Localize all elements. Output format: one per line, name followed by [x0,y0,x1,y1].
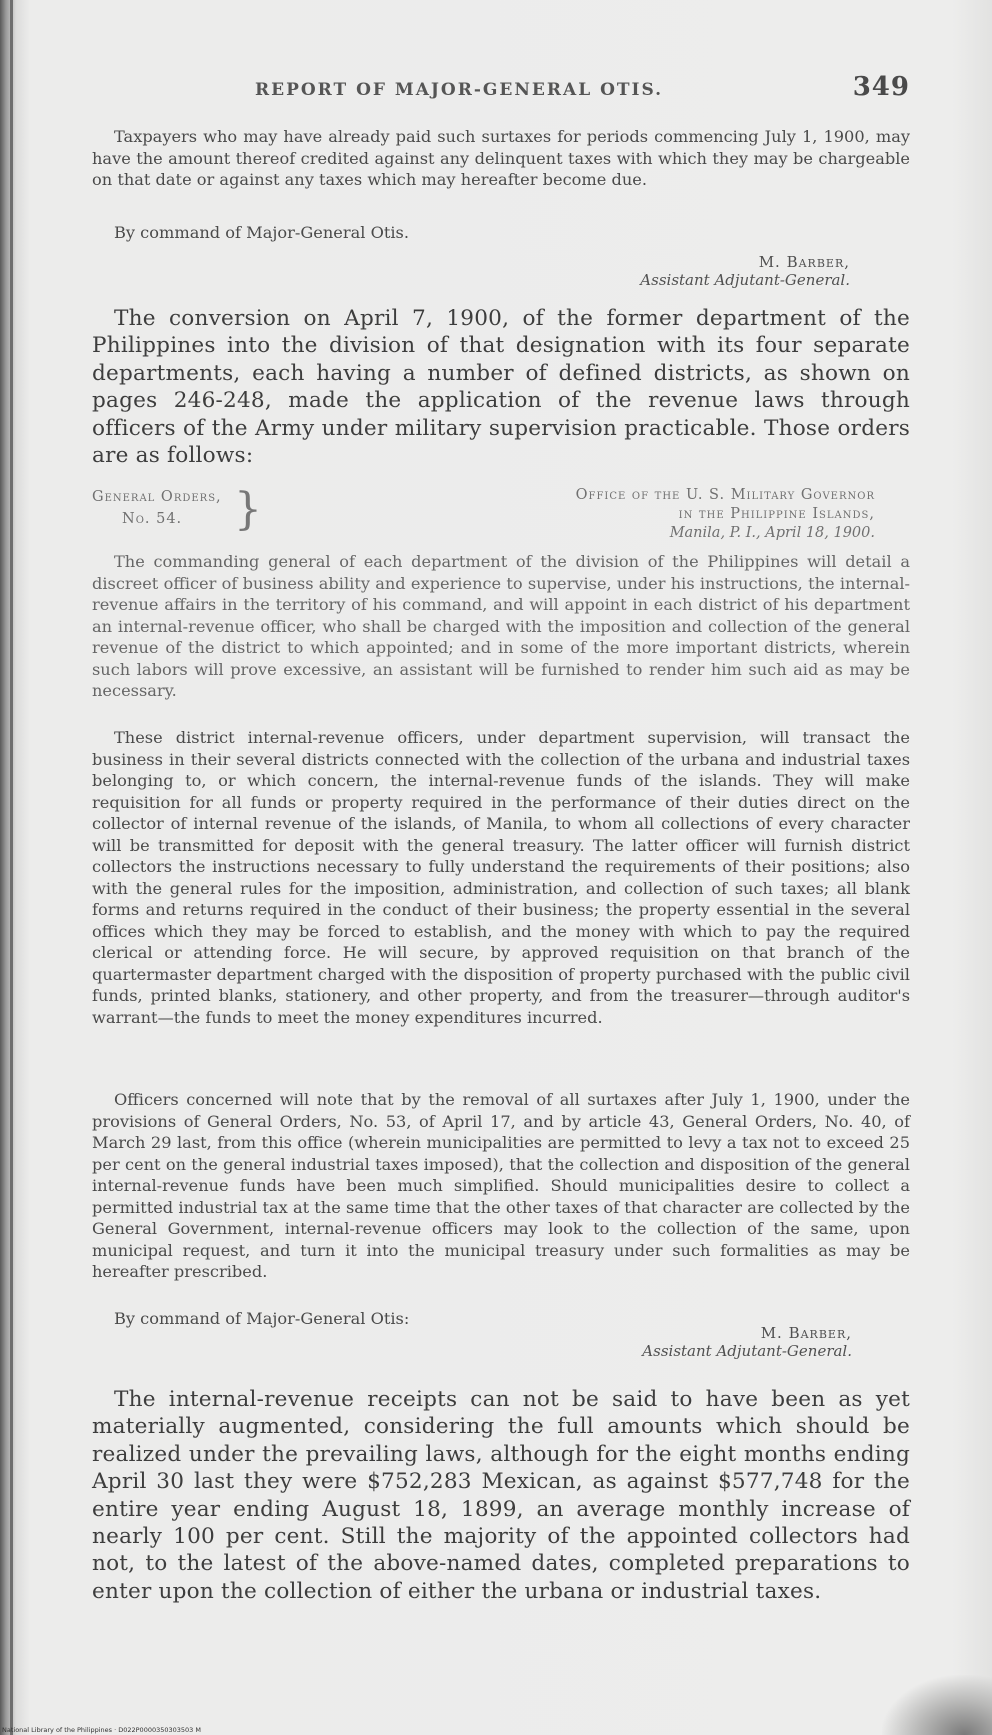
signature-block-2 [560,1324,852,1360]
signature-block-1 [560,253,850,289]
general-orders-title: General Orders, [92,489,222,505]
general-orders-office [365,486,875,543]
binding-gutter [10,0,13,1735]
running-title: REPORT OF MAJOR-GENERAL OTIS. [255,80,664,100]
closing-paragraph: The internal-revenue receipts can not be said to have been as yet materially augmented, considering the full amounts which should be realized under the prevailing laws, although for the eight months ending April 30 last they were $752,283 Mexican, as against $577,748 for the entire year ending August 18, 1899, an average monthly increase of nearly 100 per cent. Still the majority of the appointed collectors had not, to the latest of the above-named dates, completed preparations to enter upon the collection of either the urbana or industrial taxes. [92,1387,910,1604]
order-paragraph-3: Officers concerned will note that by the removal of all surtaxes after July 1, 1900, under the provisions of General Orders, No. 53, of April 17, and by article 43, General Orders, No. 40, of March 29 last, from this office (wherein municipalities are permitted to levy a tax not to exceed 25 per cent on the general industrial taxes imposed), that the collection and disposition of the general internal-revenue funds have been much simplified. Should municipalities desire to collect a permitted industrial tax at the same time that the other taxes of that character are collected by the General Government, internal-revenue officers may look to the collection of the same, upon municipal request, and turn it into the municipal treasury under such formalities as may be hereafter prescribed. [92,1090,910,1281]
order-paragraph-2: These district internal-revenue officers, under department supervision, will transact the business in their several districts connected with the collection of the urbana and industrial taxes belonging to, or which concern, the internal-revenue funds of the islands. They will make requisition for all funds or property required in the performance of their duties direct on the collector of internal revenue of the islands, of Manila, to whom all collections of every character will be transmitted for deposit with the general treasury. The latter officer will furnish district collectors the instructions necessary to fully understand the requirements of their positions; also with the general rules for the imposition, administration, and collection of such taxes; all blank forms and returns required in the conduct of their business; the property essential in the several offices which they may be forced to establish, and the money with which to pay the required clerical or attending force. He will secure, by approved requisition on that branch of the quartermaster department charged with the disposition of property purchased with the public civil funds, printed blanks, stationery, and other property, and from the treasurer—through auditor's warrant—the funds to meet the money expenditures incurred. [92,728,910,1027]
order-paragraph-1: The commanding general of each department of the division of the Philippines will detail a discreet officer of business ability and experience to supervise, under his instructions, the internal-revenue affairs in the territory of his command, and will appoint in each district of his department an internal-revenue officer, who shall be charged with the imposition and collection of the general revenue of the district to which appointed; and in some of the more important districts, wherein such labors will prove excessive, an assistant will be furnished to render him such aid as may be necessary. [92,552,910,700]
page-number: 349 [852,72,910,102]
signature-title: Assistant Adjutant-General. [642,1342,852,1360]
signature-name: M. Barber, [758,253,850,271]
general-orders-label [92,484,263,535]
conversion-paragraph: The conversion on April 7, 1900, of the former department of the Philippines into the division of that designation with its four separate departments, each having a number of defined districts, as shown on pages 246-248, made the application of the revenue laws through officers of the Army under military supervision practicable. Those orders are as follows: [92,306,910,469]
office-line-2: in the Philippine Islands, [678,506,875,522]
signature-name: M. Barber, [760,1324,852,1342]
page-header [255,72,910,102]
top-command-line: By command of Major-General Otis. [114,223,409,242]
top-paragraph: Taxpayers who may have already paid such surtaxes for periods commencing July 1, 1900, may have the amount thereof credited against any delinquent taxes with which they may be chargeable on that date or against any taxes which may hereafter become due. [92,127,910,189]
order-command-line: By command of Major-General Otis: [114,1309,410,1328]
office-line-1: Office of the U. S. Military Governor [575,487,875,503]
order-date: Manila, P. I., April 18, 1900. [669,525,875,541]
brace-glyph: } [234,484,263,535]
page-corner-shadow [882,1675,992,1735]
library-footer-stamp: National Library of the Philippines · D022P0000350303503 M [2,1726,201,1734]
general-orders-number: No. 54. [122,511,183,527]
signature-title: Assistant Adjutant-General. [640,271,850,289]
